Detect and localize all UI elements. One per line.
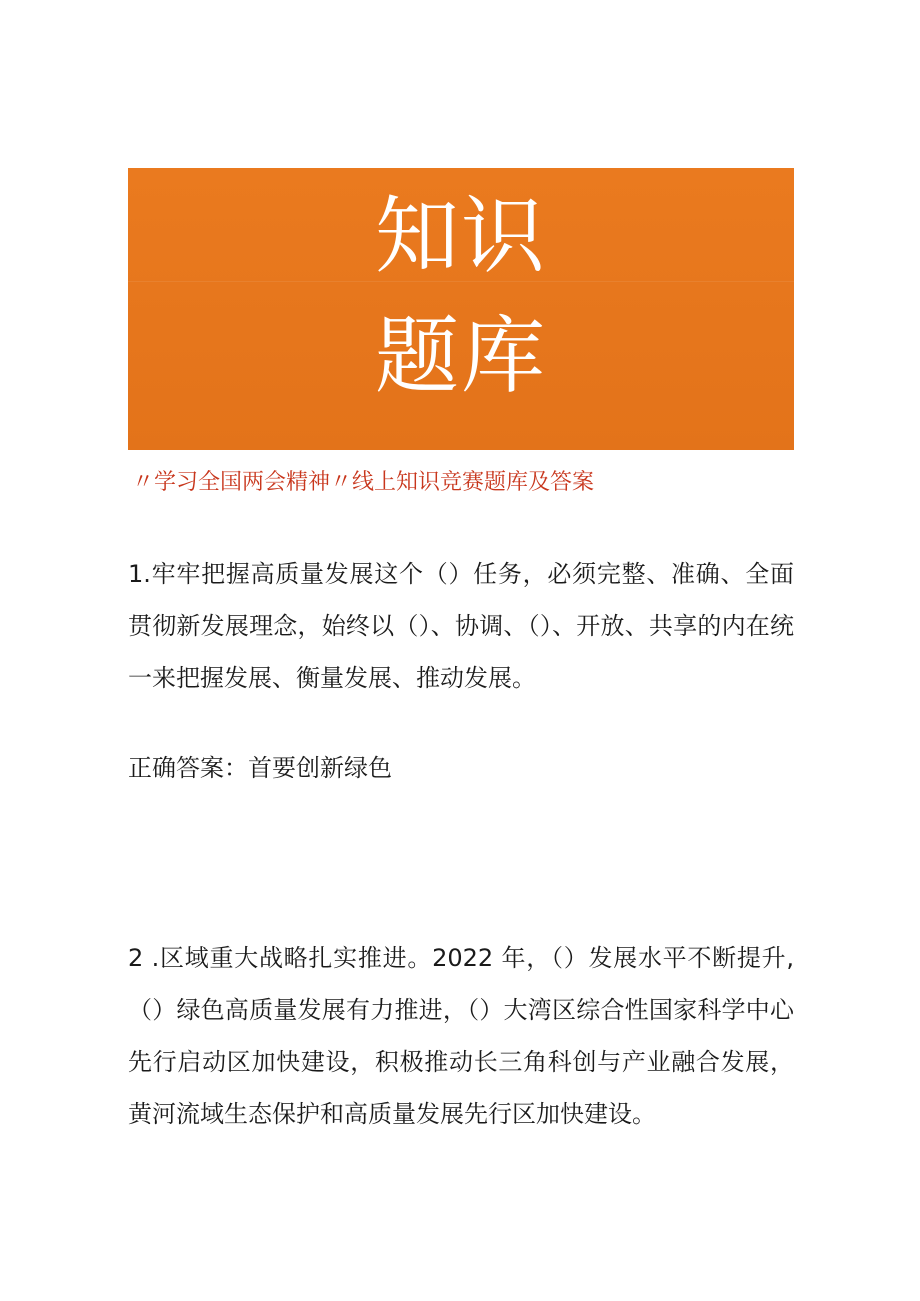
banner-title-line2: 题库 (374, 307, 547, 405)
question-2: 2 .区域重大战略扎实推进。2022 年，（）发展水平不断提升,（）绿色高质量发展有力推进，（）大湾区综合性国家科学中心先行启动区加快建设，积极推动长三角科创与产业融合发展，黄河流域生态保护和高质量发展先行区加快建设。 (128, 944, 794, 1128)
title-banner (128, 168, 794, 450)
banner-title-line1: 知识 (374, 187, 547, 285)
question-1: 1.牢牢把握高质量发展这个（）任务，必须完整、准确、全面贯彻新发展理念，始终以（）、协调、（）、开放、共享的内在统一来把握发展、衡量发展、推动发展。 (128, 560, 794, 692)
answer-1: 正确答案：首要创新绿色 (128, 754, 392, 782)
document-subtitle: 〃学习全国两会精神〃线上知识竞赛题库及答案 (132, 470, 595, 495)
